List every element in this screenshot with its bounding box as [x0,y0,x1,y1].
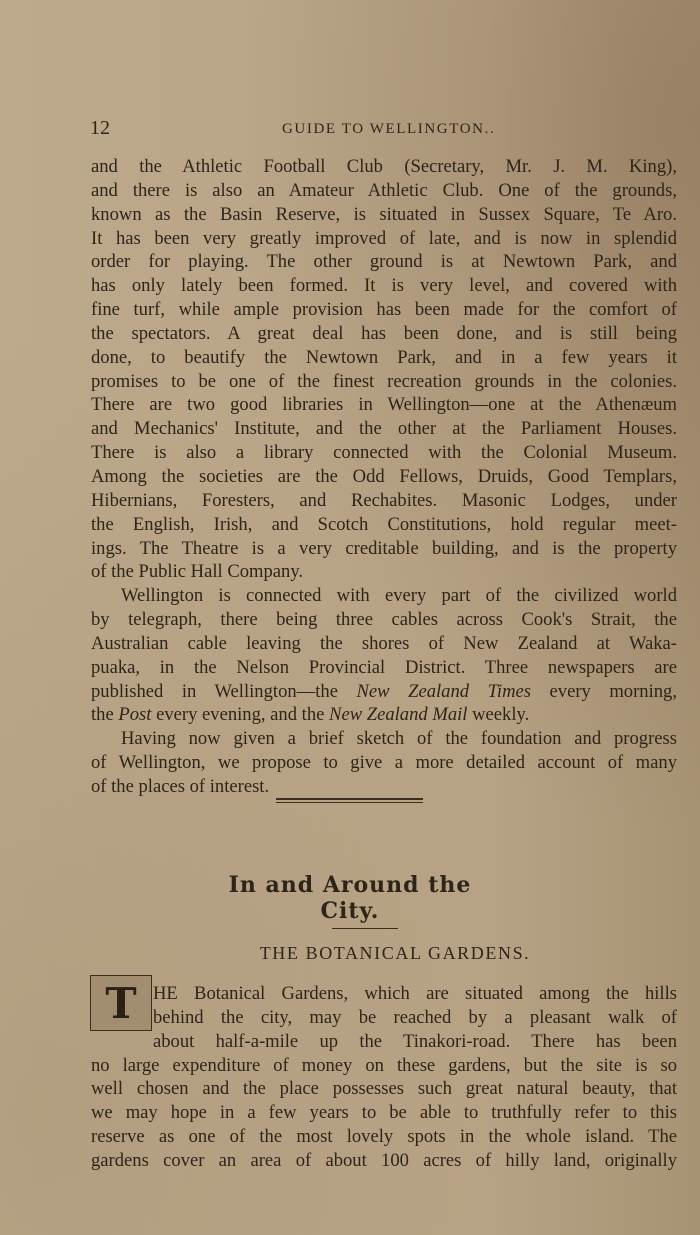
text-line: and there is also an Amateur Athletic Club. One of the grounds, [91,179,677,201]
text-run: every morning, [530,680,677,702]
body-text [91,155,677,799]
text-line: of Wellington, we propose to give a more detailed account of many [91,752,677,774]
text-line: well chosen and the place possesses such great natural beauty, that [91,1078,677,1100]
text-line: fine turf, while ample provision has been made for the comfort of [91,299,677,321]
text-run: weekly. [467,704,530,726]
text-line: There is also a library connected with the Colonial Museum. [91,442,677,464]
text-line: gardens cover an area of about 100 acres of hilly land, originally [91,1149,677,1171]
text-line: order for playing. The other ground is at Newtown Park, and [91,251,677,273]
text-line: It has been very greatly improved of late, and is now in splendid [91,227,677,249]
text-line: There are two good libraries in Wellington—one at the Athenæum [91,394,677,416]
text-line: we may hope in a few years to be able to truthfully refer to this [91,1102,677,1124]
text-line: and Mechanics' Institute, and the other at the Parliament Houses. [91,418,677,440]
text-line: has only lately been formed. It is very level, and covered with [91,275,677,297]
text-run: the [91,704,119,726]
text-line: done, to beautify the Newtown Park, and in a few years it [91,346,677,368]
running-head [90,117,680,143]
divider-line-thick [276,798,423,800]
section-title: In and Around the City. [228,872,472,924]
text-line: puaka, in the Nelson Provincial District. Three newspapers are [91,656,677,678]
newspaper-title: Post [118,704,152,726]
text-line: of the places of interest. [91,775,270,797]
text-line [91,703,677,727]
text-line: Among the societies are the Odd Fellows, Druids, Good Templars, [91,465,677,487]
text-line: ings. The Theatre is a very creditable building, and is the property [91,537,677,559]
section-divider [276,798,423,803]
text-line: no large expenditure of money on these gardens, but the site is so [91,1054,677,1076]
newspaper-title: New Zealand Times [356,680,531,702]
text-line [91,680,677,704]
ornamental-drop-cap: T [90,975,152,1031]
text-line: by telegraph, there being three cables across Cook's Strait, the [91,609,677,631]
gardens-text [91,982,677,1173]
text-line: Hibernians, Foresters, and Rechabites. Masonic Lodges, under [91,489,677,511]
text-line: reserve as one of the most lovely spots in the whole island. The [91,1126,677,1148]
section-subtitle: THE BOTANICAL GARDENS. [259,943,531,963]
text-line: the English, Irish, and Scotch Constitutions, hold regular meet- [91,513,677,535]
text-line: and the Athletic Football Club (Secretary, Mr. J. M. King), [91,156,677,177]
title-underline [332,928,398,929]
text-line: Australian cable leaving the shores of New Zealand at Waka- [91,632,677,654]
text-line: Wellington is connected with every part of the civilized world [121,585,677,607]
text-run: published in Wellington—the [91,680,357,702]
text-line: the spectators. A great deal has been done, and is still being [91,322,677,344]
text-line: HE Botanical Gardens, which are situated among the hills [153,983,677,1004]
text-line: known as the Basin Reserve, is situated in Sussex Square, Te Aro. [91,203,677,225]
newspaper-title: New Zealand Mail [329,704,468,726]
text-line: of the Public Hall Company. [91,561,304,583]
text-line: promises to be one of the finest recreation grounds in the colonies. [91,370,677,392]
text-run: every evening, and the [151,704,330,726]
page-number: 12 [90,117,110,139]
text-line: behind the city, may be reached by a pleasant walk of [153,1006,677,1028]
running-title: GUIDE TO WELLINGTON.. [282,121,496,137]
text-line: about half-a-mile up the Tinakori-road. There has been [153,1030,677,1052]
divider-line-thin [276,802,423,803]
text-line: Having now given a brief sketch of the foundation and progress [121,728,677,750]
